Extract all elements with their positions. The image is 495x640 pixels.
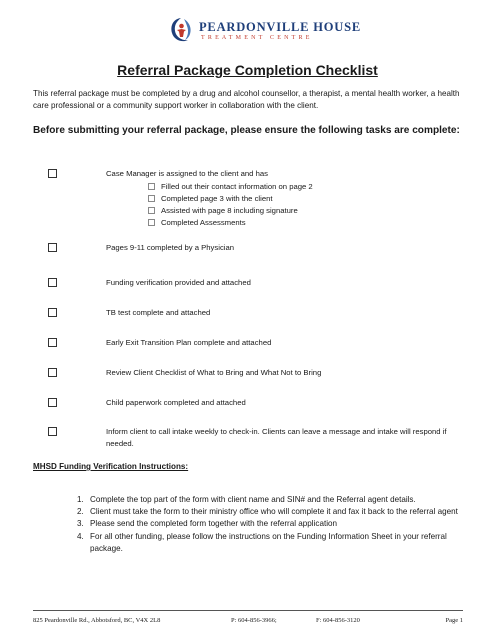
list-item: [77, 518, 477, 530]
box-bullet-icon: [148, 207, 155, 214]
subitem: [148, 217, 313, 229]
logo: [168, 14, 361, 48]
list-item: [77, 531, 477, 555]
checklist-item-intake-call: [48, 426, 468, 448]
checklist-item-tb-test: [48, 307, 468, 317]
logo-name: PEARDONVILLE HOUSE: [199, 19, 361, 34]
step-number: 3.: [77, 519, 84, 529]
checklist-item-label: Pages 9-11 completed by a Physician: [106, 243, 235, 252]
step-number: 2.: [77, 507, 84, 517]
checkbox[interactable]: [48, 427, 57, 436]
checkbox[interactable]: [48, 368, 57, 377]
logo-subtitle: TREATMENT CENTRE: [201, 35, 313, 42]
step-number: 4.: [77, 531, 84, 541]
footer-page-number: Page 1: [445, 617, 463, 624]
page-title: Referral Package Completion Checklist: [117, 62, 378, 78]
subitem-label: Completed Assessments: [161, 218, 246, 227]
footer-divider: [33, 610, 463, 611]
step-text: Complete the top part of the form with client name and SIN# and the Referral agent details.: [90, 495, 416, 504]
checklist-item-early-exit: [48, 337, 468, 347]
logo-figure-icon: [168, 16, 194, 46]
subitem-label: Filled out their contact information on page 2: [161, 182, 313, 191]
case-manager-subitems: [148, 181, 313, 229]
step-text: For all other funding, please follow the instructions on the Funding Information Sheet in your referral package.: [90, 531, 447, 553]
footer-address: 825 Peardonville Rd., Abbotsford, BC, V4X 2L8: [33, 617, 161, 624]
subitem-label: Assisted with page 8 including signature: [161, 206, 298, 215]
checklist-item-physician: [48, 242, 468, 252]
box-bullet-icon: [148, 195, 155, 202]
subitem: [148, 181, 313, 193]
footer-phone: P: 604-856-3966;: [231, 617, 277, 624]
intro-paragraph: This referral package must be completed by a drug and alcohol counsellor, a therapist, a mental health worker, a health care professional or a community support worker in collaboration with the client.: [33, 89, 460, 110]
funding-steps-list: [77, 494, 477, 555]
checklist-item-child-paperwork: [48, 397, 468, 407]
checklist-item-label: Review Client Checklist of What to Bring and What Not to Bring: [106, 368, 322, 377]
step-text: Please send the completed form together with the referral application: [90, 519, 337, 529]
checkbox[interactable]: [48, 398, 57, 407]
checkbox[interactable]: [48, 243, 57, 252]
list-item: [77, 494, 477, 506]
checklist-item-client-checklist: [48, 367, 468, 377]
checkbox[interactable]: [48, 169, 57, 178]
checklist-item-label: Inform client to call intake weekly to check-in. Clients can leave a message and intake will respond if needed.: [106, 427, 447, 448]
checkbox[interactable]: [48, 338, 57, 347]
checklist-item-label: Child paperwork completed and attached: [106, 398, 246, 407]
checkbox[interactable]: [48, 308, 57, 317]
checklist-heading: Before submitting your referral package, please ensure the following tasks are complete:: [33, 125, 460, 136]
checklist-item-label: TB test complete and attached: [106, 308, 211, 317]
checkbox[interactable]: [48, 278, 57, 287]
box-bullet-icon: [148, 219, 155, 226]
step-text: Client must take the form to their ministry office who will complete it and fax it back to the referral agent: [90, 507, 458, 517]
subitem: [148, 205, 313, 217]
list-item: [77, 506, 477, 518]
box-bullet-icon: [148, 183, 155, 190]
subitem-label: Completed page 3 with the client: [161, 194, 273, 203]
step-number: 1.: [77, 495, 84, 504]
subitem: [148, 193, 313, 205]
checklist-item-funding: [48, 277, 468, 287]
funding-instructions-heading: MHSD Funding Verification Instructions:: [33, 462, 189, 471]
checklist-item-case-manager: [48, 168, 468, 178]
checklist-item-label: Funding verification provided and attached: [106, 278, 251, 287]
footer-fax: F: 604-856-3120: [316, 617, 360, 624]
checklist-item-label: Early Exit Transition Plan complete and attached: [106, 338, 272, 347]
checklist-item-label: Case Manager is assigned to the client and has: [106, 169, 268, 178]
